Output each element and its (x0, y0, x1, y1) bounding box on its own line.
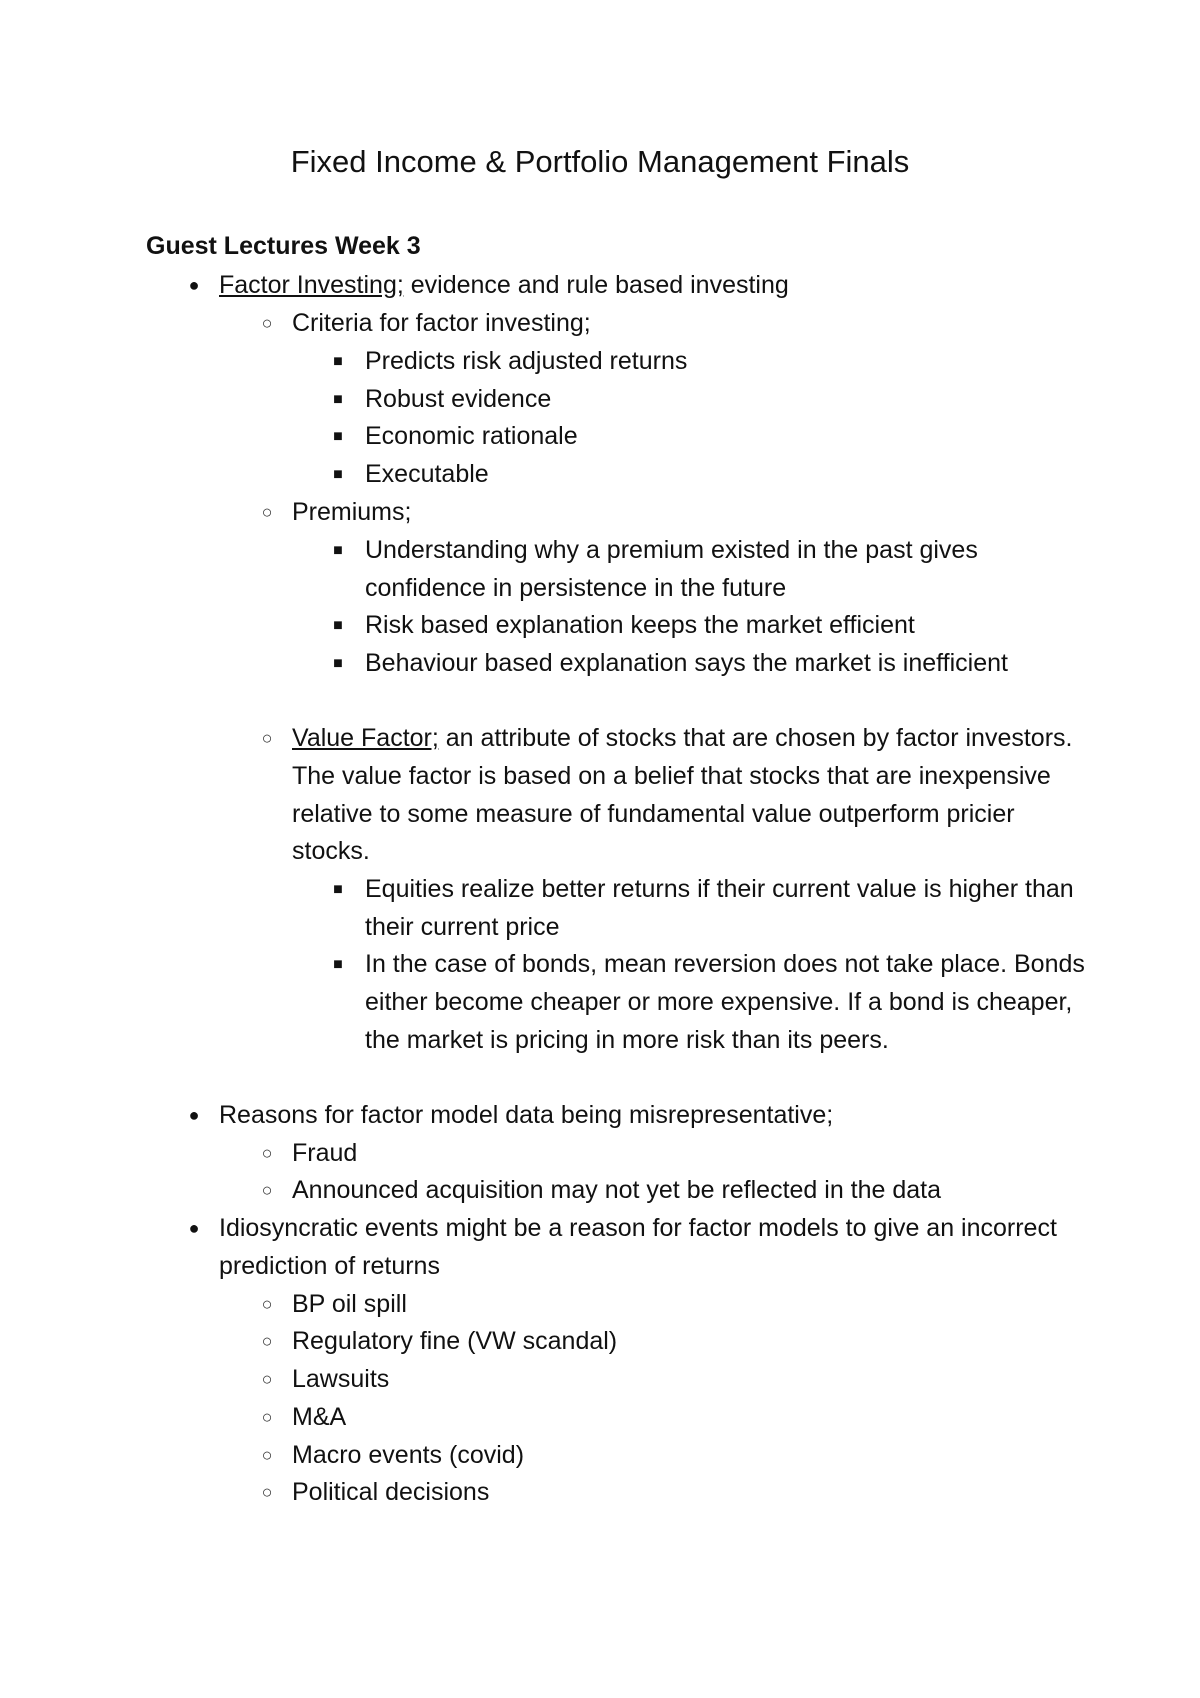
list-item-text: Risk based explanation keeps the market efficient (365, 611, 915, 639)
list-item (333, 645, 1085, 683)
list-item (261, 1286, 1082, 1324)
square-bullet-icon: ■ (333, 353, 343, 370)
list-item-text: Understanding why a premium existed in the past gives confidence in persistence in the future (365, 536, 978, 602)
square-bullet-icon: ■ (333, 881, 343, 898)
list-item-text: Lawsuits (292, 1365, 390, 1393)
list-item (333, 607, 1085, 645)
list-item (261, 1361, 1082, 1399)
square-bullet-icon: ■ (333, 466, 343, 483)
circle-bullet-icon: ○ (261, 502, 273, 522)
list-item-text: Behaviour based explanation says the market is inefficient (365, 649, 1008, 677)
list-item (333, 343, 1085, 381)
section-heading: Guest Lectures Week 3 (146, 232, 421, 260)
circle-bullet-icon: ○ (261, 1445, 273, 1465)
list-item-text: In the case of bonds, mean reversion does not take place. Bonds either become cheaper or more expensive. If a bond is cheaper, the market is pricing in more risk than its peers. (365, 950, 1085, 1054)
list-item-text: Regulatory fine (VW scandal) (292, 1327, 618, 1355)
circle-bullet-icon: ○ (261, 1331, 273, 1351)
list-item-text: Reasons for factor model data being misrepresentative; (219, 1101, 834, 1129)
list-item-text: Idiosyncratic events might be a reason for factor models to give an incorrect prediction of returns (219, 1214, 1057, 1280)
bullet-icon: ● (188, 1105, 200, 1125)
list-item-text: an attribute of stocks that are chosen by factor investors. The value factor is based on a belief that stocks that are inexpensive relative to some measure of fundamental value outperform pricier stocks. (292, 724, 1073, 866)
circle-bullet-icon: ○ (261, 728, 273, 748)
square-bullet-icon: ■ (333, 956, 343, 973)
list-item (261, 1474, 1082, 1512)
list-item-text: evidence and rule based investing (403, 271, 789, 299)
square-bullet-icon: ■ (333, 428, 343, 445)
list-item (261, 1323, 1082, 1361)
list-item-text: M&A (292, 1403, 347, 1431)
list-item (333, 532, 1085, 608)
circle-bullet-icon: ○ (261, 1407, 273, 1427)
list-item-text: Equities realize better returns if their current value is higher than their current price (365, 875, 1074, 941)
circle-bullet-icon: ○ (261, 1294, 273, 1314)
list-item-text: Fraud (292, 1139, 358, 1167)
list-item (333, 381, 1085, 419)
list-item (188, 1210, 1079, 1286)
square-bullet-icon: ■ (333, 542, 343, 559)
circle-bullet-icon: ○ (261, 1180, 273, 1200)
square-bullet-icon: ■ (333, 617, 343, 634)
list-item (188, 1097, 1079, 1135)
list-item-text: Political decisions (292, 1478, 490, 1506)
list-item-text: Economic rationale (365, 422, 578, 450)
list-item (261, 1172, 1082, 1210)
square-bullet-icon: ■ (333, 391, 343, 408)
term-factor-investing: Factor Investing; (219, 271, 404, 299)
list-item-text: Premiums; (292, 498, 412, 526)
circle-bullet-icon: ○ (261, 1143, 273, 1163)
list-item (261, 305, 1082, 343)
list-item (261, 1135, 1082, 1173)
bullet-icon: ● (188, 275, 200, 295)
list-item-text: Executable (365, 460, 489, 488)
circle-bullet-icon: ○ (261, 313, 273, 333)
list-item (333, 871, 1085, 947)
list-item (188, 267, 1079, 305)
page-title: Fixed Income & Portfolio Management Finals (290, 144, 910, 179)
list-item (333, 456, 1085, 494)
list-item-text: Announced acquisition may not yet be reflected in the data (292, 1176, 942, 1204)
list-item-text: Robust evidence (365, 385, 552, 413)
circle-bullet-icon: ○ (261, 1482, 273, 1502)
list-item (261, 720, 1082, 871)
list-item-text: Criteria for factor investing; (292, 309, 591, 337)
list-item (261, 1437, 1082, 1475)
circle-bullet-icon: ○ (261, 1369, 273, 1389)
list-item (333, 418, 1085, 456)
term-value-factor: Value Factor; (292, 724, 439, 752)
bullet-icon: ● (188, 1218, 200, 1238)
list-item-text: Macro events (covid) (292, 1441, 525, 1469)
square-bullet-icon: ■ (333, 655, 343, 672)
list-item (333, 946, 1085, 1059)
list-item-text: BP oil spill (292, 1290, 407, 1318)
list-item-text: Predicts risk adjusted returns (365, 347, 688, 375)
list-item (261, 1399, 1082, 1437)
list-item (261, 494, 1082, 532)
